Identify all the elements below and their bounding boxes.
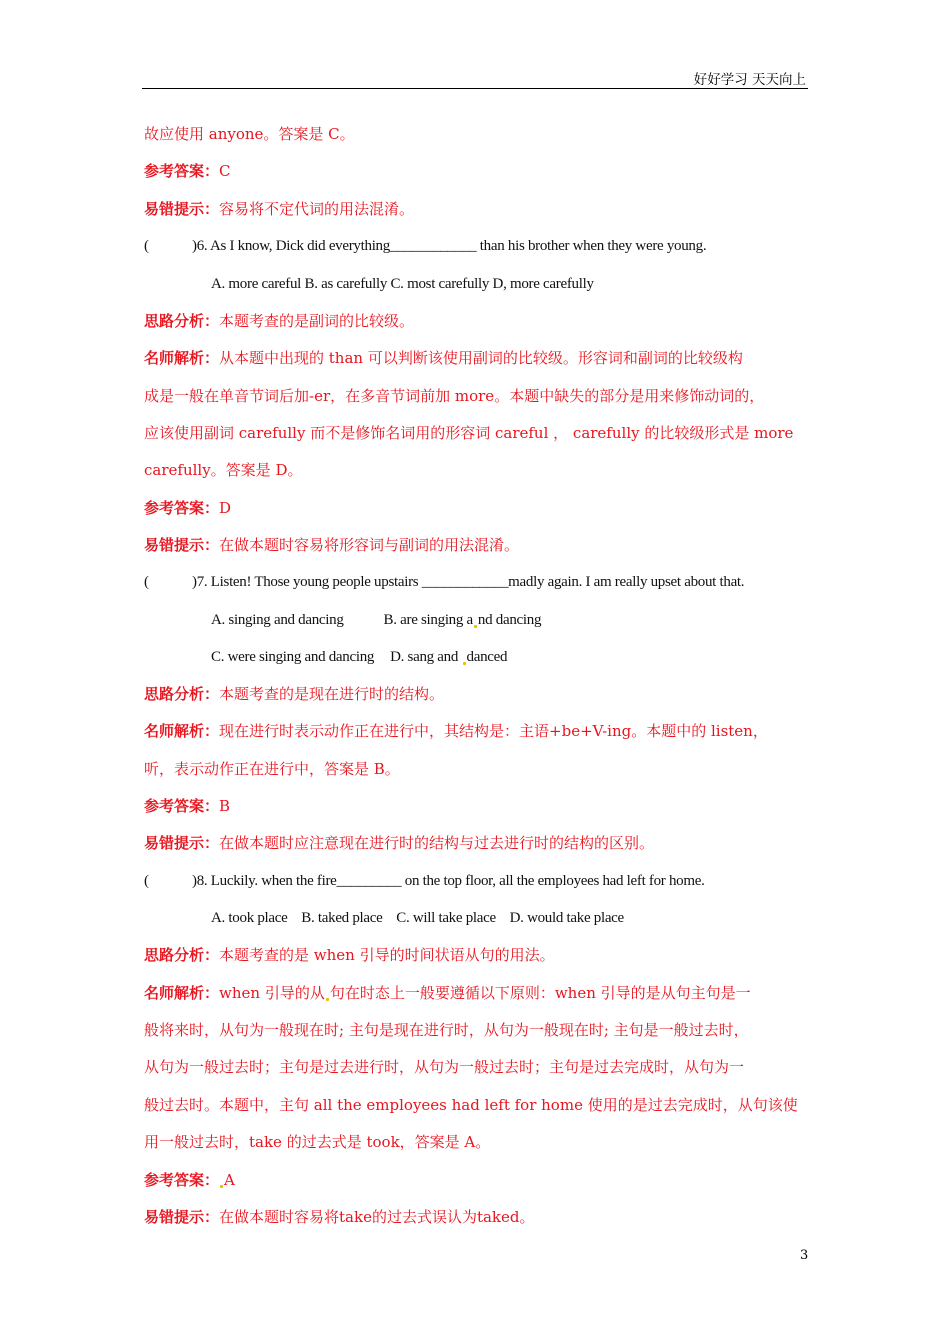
page-header [142,66,808,89]
q7-option-a: A. singing and dancing [211,612,344,628]
q6-options: A. more careful B. as carefully C. most carefully D, more carefully [211,276,594,292]
q5-tip: 易错提示：容易将不定代词的用法混淆。 [144,200,415,218]
q7-options-row2 [211,647,507,667]
page-number: 3 [800,1248,809,1263]
q8-explain-2: 般将来时，从句为一般现在时; 主句是现在进行时，从句为一般现在时; 主句是一般过去时， [144,1021,749,1039]
q8-explain-5: 用一般过去时，take 的过去式是 took，答案是 A。 [144,1133,491,1151]
q5-explanation-cont: 故应使用 anyone。答案是 C。 [144,125,355,143]
q6-explain-1: 名师解析：从本题中出现的 than 可以判断该使用副词的比较级。形容词和副词的比较级构 [144,349,743,367]
q8-explain-3: 从句为一般过去时；主句是过去进行时，从句为一般过去时；主句是过去完成时，从句为一 [144,1058,745,1076]
q6-analysis: 思路分析：本题考查的是副词的比较级。 [144,312,415,330]
q7-option-d: D. sang and danced [390,649,508,665]
q6-explain-3: 应该使用副词 carefully 而不是修饰名词用的形容词 careful ， carefully 的比较级形式是 more [144,424,794,442]
q5-answer: 参考答案：C [144,162,231,180]
q6-stem: ( )6. As I know, Dick did everything____________ than his brother when they were young. [144,238,707,254]
q8-answer: 参考答案： A [144,1171,235,1189]
q7-option-c: C. were singing and dancing [211,649,375,665]
q8-explain-4: 般过去时。本题中，主句 all the employees had left for home 使用的是过去完成时，从句该使 [144,1096,798,1114]
q7-analysis: 思路分析：本题考查的是现在进行时的结构。 [144,685,445,703]
q6-answer: 参考答案：D [144,499,232,517]
q7-options-row1 [211,610,541,630]
header-motto: 好好学习 天天向上 [693,72,806,88]
q8-explain-1: 名师解析：when 引导的从 句在时态上一般要遵循以下原则：when 引导的是从句主句是一 [144,984,751,1002]
q7-option-b: B. are singing a nd dancing [383,612,542,628]
q7-tip: 易错提示：在做本题时应注意现在进行时的结构与过去进行时的结构的区别。 [144,834,655,852]
q7-stem: ( )7. Listen! Those young people upstairs ____________madly again. I am really upset about that. [144,574,745,590]
mark-dot [474,625,477,628]
mark-dot [326,998,329,1001]
q8-options: A. took place B. taked place C. will take place D. would take place [211,910,624,926]
q8-tip: 易错提示：在做本题时容易将take的过去式误认为taked。 [144,1208,535,1226]
q8-stem: ( )8. Luckily. when the fire_________ on the top floor, all the employees had left for home. [144,873,705,889]
q7-answer: 参考答案：B [144,797,231,815]
mark-dot [463,662,466,665]
mark-dot [220,1185,223,1188]
q7-explain-2: 听，表示动作正在进行中，答案是 B。 [144,760,400,778]
q8-analysis: 思路分析：本题考查的是 when 引导的时间状语从句的用法。 [144,946,555,964]
q6-explain-2: 成是一般在单音节词后加-er，在多音节词前加 more。本题中缺失的部分是用来修饰动词的， [144,387,765,405]
q6-explain-4: carefully。答案是 D。 [144,461,303,479]
q6-tip: 易错提示：在做本题时容易将形容词与副词的用法混淆。 [144,536,520,554]
q7-explain-1: 名师解析：现在进行时表示动作正在进行中，其结构是：主语+be+V-ing。本题中的 listen， [144,722,768,740]
